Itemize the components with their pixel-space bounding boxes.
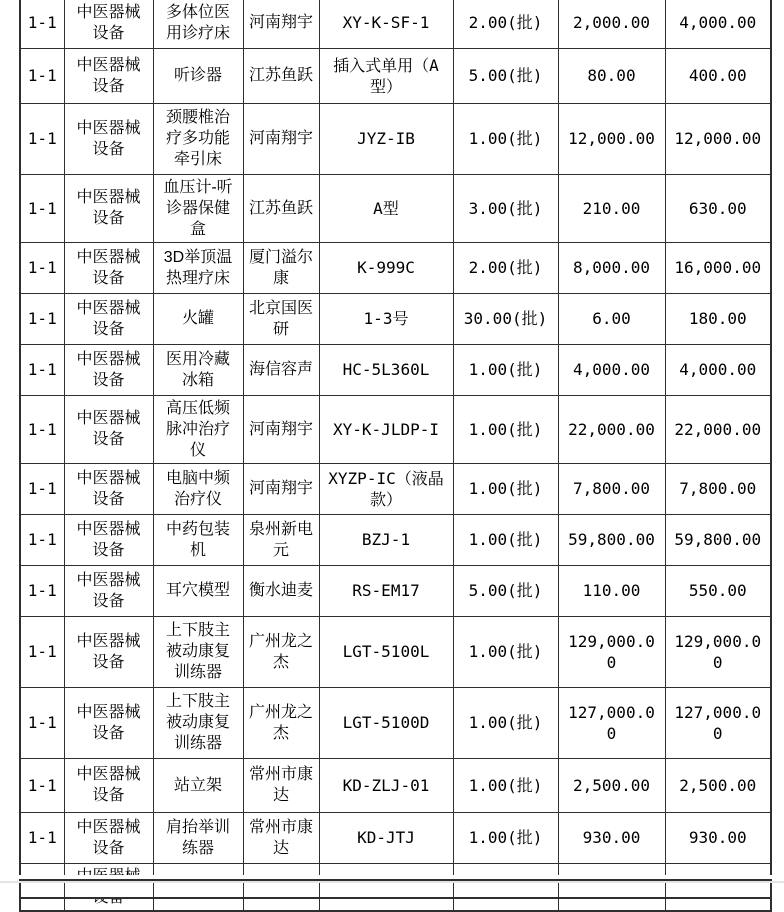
cell-manufacturer: 河南翔宇 bbox=[243, 103, 319, 174]
cell-manufacturer: 常州市康达 bbox=[243, 812, 319, 863]
cell-unit_price: 12,000.00 bbox=[558, 103, 665, 174]
cell-model: BZJ-1 bbox=[319, 514, 453, 565]
cell-name: 高压低频脉冲治疗仪 bbox=[153, 395, 243, 463]
cell-quantity: 1.00(批) bbox=[453, 514, 558, 565]
cell-category: 中医器械设备 bbox=[64, 48, 153, 103]
cell-quantity: 1.00(批) bbox=[453, 395, 558, 463]
cell-category: 中医器械设备 bbox=[64, 242, 153, 293]
cell-total_price: 16,000.00 bbox=[665, 242, 771, 293]
cell-unit_price: 930.00 bbox=[558, 812, 665, 863]
cell-model: LGT-5100D bbox=[319, 687, 453, 758]
cell-model: HC-5L360L bbox=[319, 344, 453, 395]
cell-quantity: 1.00(批) bbox=[453, 103, 558, 174]
cell-manufacturer: 江苏鱼跃 bbox=[243, 48, 319, 103]
cell-total_price: 4,000.00 bbox=[665, 344, 771, 395]
cell-category: 中医器械设备 bbox=[64, 463, 153, 514]
cell-category: 中医器械设备 bbox=[64, 395, 153, 463]
cell-unit_price: 8,000.00 bbox=[558, 242, 665, 293]
cell-model: K-999C bbox=[319, 242, 453, 293]
table-viewport bbox=[19, 0, 775, 875]
cell-unit_price: 2,500.00 bbox=[558, 758, 665, 812]
cell-manufacturer: 广州龙之杰 bbox=[243, 616, 319, 687]
cell-serial: 1-1 bbox=[20, 242, 64, 293]
cell-manufacturer: 河南翔宇 bbox=[243, 395, 319, 463]
cell-total_price: 550.00 bbox=[665, 565, 771, 616]
cell-unit_price: 110.00 bbox=[558, 565, 665, 616]
table-row bbox=[20, 687, 771, 758]
cell-unit_price: 59,800.00 bbox=[558, 514, 665, 565]
cell-total_price: 12,000.00 bbox=[665, 103, 771, 174]
cell-category: 中医器械设备 bbox=[64, 758, 153, 812]
table-row bbox=[20, 174, 771, 242]
equipment-table bbox=[19, 0, 772, 912]
bottom-edge-strip bbox=[0, 881, 784, 883]
cell-category: 中医器械设备 bbox=[64, 812, 153, 863]
cell-unit_price: 127,000.00 bbox=[558, 687, 665, 758]
cell-model: 1-3号 bbox=[319, 293, 453, 344]
table-row bbox=[20, 514, 771, 565]
table-row bbox=[20, 0, 771, 48]
cell-name: 中药包装机 bbox=[153, 514, 243, 565]
cell-quantity: 30.00(批) bbox=[453, 293, 558, 344]
cell-manufacturer: 衡水迪麦 bbox=[243, 565, 319, 616]
cell-name: 火罐 bbox=[153, 293, 243, 344]
cell-total_price: 127,000.00 bbox=[665, 687, 771, 758]
cell-name: 医用冷藏冰箱 bbox=[153, 344, 243, 395]
cell-category: 中医器械设备 bbox=[64, 616, 153, 687]
cell-category: 中医器械设备 bbox=[64, 174, 153, 242]
cell-quantity: 5.00(批) bbox=[453, 48, 558, 103]
cell-name: 站立架 bbox=[153, 758, 243, 812]
cell-manufacturer: 厦门溢尔康 bbox=[243, 242, 319, 293]
cell-name: 多体位医用诊疗床 bbox=[153, 0, 243, 48]
cell-serial: 1-1 bbox=[20, 103, 64, 174]
cell-category: 中医器械设备 bbox=[64, 293, 153, 344]
cell-unit_price: 22,000.00 bbox=[558, 395, 665, 463]
cell-manufacturer: 泉州新电元 bbox=[243, 514, 319, 565]
cell-serial: 1-1 bbox=[20, 812, 64, 863]
cell-quantity: 1.00(批) bbox=[453, 616, 558, 687]
table-row bbox=[20, 616, 771, 687]
cell-serial: 1-1 bbox=[20, 616, 64, 687]
cell-serial: 1-1 bbox=[20, 514, 64, 565]
cell-serial: 1-1 bbox=[20, 687, 64, 758]
cell-total_price: 7,800.00 bbox=[665, 463, 771, 514]
cell-total_price: 630.00 bbox=[665, 174, 771, 242]
cell-category: 中医器械设备 bbox=[64, 344, 153, 395]
cell-model: XYZP-IC（液晶款） bbox=[319, 463, 453, 514]
cell-name: 上下肢主被动康复训练器 bbox=[153, 687, 243, 758]
cell-name: 颈腰椎治疗多功能牵引床 bbox=[153, 103, 243, 174]
cell-total_price: 4,000.00 bbox=[665, 0, 771, 48]
cell-serial: 1-1 bbox=[20, 758, 64, 812]
table-row bbox=[20, 812, 771, 863]
table-row bbox=[20, 565, 771, 616]
cell-manufacturer: 常州市康达 bbox=[243, 758, 319, 812]
cell-name: 肩抬举训练器 bbox=[153, 812, 243, 863]
table-row bbox=[20, 293, 771, 344]
cell-model: XY-K-SF-1 bbox=[319, 0, 453, 48]
cell-model: JYZ-IB bbox=[319, 103, 453, 174]
table-row bbox=[20, 242, 771, 293]
cell-unit_price: 7,800.00 bbox=[558, 463, 665, 514]
cell-unit_price: 2,000.00 bbox=[558, 0, 665, 48]
cell-manufacturer: 河南翔宇 bbox=[243, 463, 319, 514]
cell-category: 中医器械设备 bbox=[64, 0, 153, 48]
cell-total_price: 22,000.00 bbox=[665, 395, 771, 463]
cell-manufacturer: 北京国医研 bbox=[243, 293, 319, 344]
cell-model: LGT-5100L bbox=[319, 616, 453, 687]
cell-unit_price: 6.00 bbox=[558, 293, 665, 344]
cell-quantity: 1.00(批) bbox=[453, 758, 558, 812]
cell-serial: 1-1 bbox=[20, 565, 64, 616]
cell-name: 上下肢主被动康复训练器 bbox=[153, 616, 243, 687]
table-row bbox=[20, 344, 771, 395]
cell-manufacturer: 广州龙之杰 bbox=[243, 687, 319, 758]
cell-category: 中医器械设备 bbox=[64, 565, 153, 616]
cell-quantity: 3.00(批) bbox=[453, 174, 558, 242]
cell-quantity: 1.00(批) bbox=[453, 344, 558, 395]
cell-total_price: 2,500.00 bbox=[665, 758, 771, 812]
table-row bbox=[20, 463, 771, 514]
cell-model: RS-EM17 bbox=[319, 565, 453, 616]
cell-manufacturer: 河南翔宇 bbox=[243, 0, 319, 48]
cell-model: XY-K-JLDP-I bbox=[319, 395, 453, 463]
cell-name: 电脑中频治疗仪 bbox=[153, 463, 243, 514]
cell-total_price: 129,000.00 bbox=[665, 616, 771, 687]
cell-name: 耳穴模型 bbox=[153, 565, 243, 616]
cell-manufacturer: 海信容声 bbox=[243, 344, 319, 395]
cell-quantity: 5.00(批) bbox=[453, 565, 558, 616]
table-row bbox=[20, 395, 771, 463]
cell-unit_price: 4,000.00 bbox=[558, 344, 665, 395]
cell-serial: 1-1 bbox=[20, 174, 64, 242]
cell-quantity: 1.00(批) bbox=[453, 812, 558, 863]
cell-quantity: 2.00(批) bbox=[453, 0, 558, 48]
cell-serial: 1-1 bbox=[20, 395, 64, 463]
cell-category: 中医器械设备 bbox=[64, 514, 153, 565]
table-row bbox=[20, 48, 771, 103]
cell-model: KD-ZLJ-01 bbox=[319, 758, 453, 812]
cell-serial: 1-1 bbox=[20, 463, 64, 514]
cell-unit_price: 210.00 bbox=[558, 174, 665, 242]
cell-total_price: 930.00 bbox=[665, 812, 771, 863]
cell-quantity: 2.00(批) bbox=[453, 242, 558, 293]
cell-total_price: 180.00 bbox=[665, 293, 771, 344]
cell-total_price: 400.00 bbox=[665, 48, 771, 103]
cell-model: A型 bbox=[319, 174, 453, 242]
cell-serial: 1-1 bbox=[20, 48, 64, 103]
cell-quantity: 1.00(批) bbox=[453, 687, 558, 758]
cell-serial: 1-1 bbox=[20, 0, 64, 48]
cell-model: KD-JTJ bbox=[319, 812, 453, 863]
cell-name: 3D举顶温热理疗床 bbox=[153, 242, 243, 293]
cell-serial: 1-1 bbox=[20, 293, 64, 344]
equipment-table-body bbox=[20, 0, 771, 911]
cell-category: 中医器械设备 bbox=[64, 687, 153, 758]
cell-manufacturer: 江苏鱼跃 bbox=[243, 174, 319, 242]
cell-unit_price: 129,000.00 bbox=[558, 616, 665, 687]
cell-unit_price: 80.00 bbox=[558, 48, 665, 103]
cell-name: 听诊器 bbox=[153, 48, 243, 103]
cell-quantity: 1.00(批) bbox=[453, 463, 558, 514]
cell-category: 中医器械设备 bbox=[64, 103, 153, 174]
table-row bbox=[20, 758, 771, 812]
cell-name: 血压计-听诊器保健盒 bbox=[153, 174, 243, 242]
cell-total_price: 59,800.00 bbox=[665, 514, 771, 565]
cell-model: 插入式单用（A型） bbox=[319, 48, 453, 103]
table-row bbox=[20, 103, 771, 174]
cell-serial: 1-1 bbox=[20, 344, 64, 395]
